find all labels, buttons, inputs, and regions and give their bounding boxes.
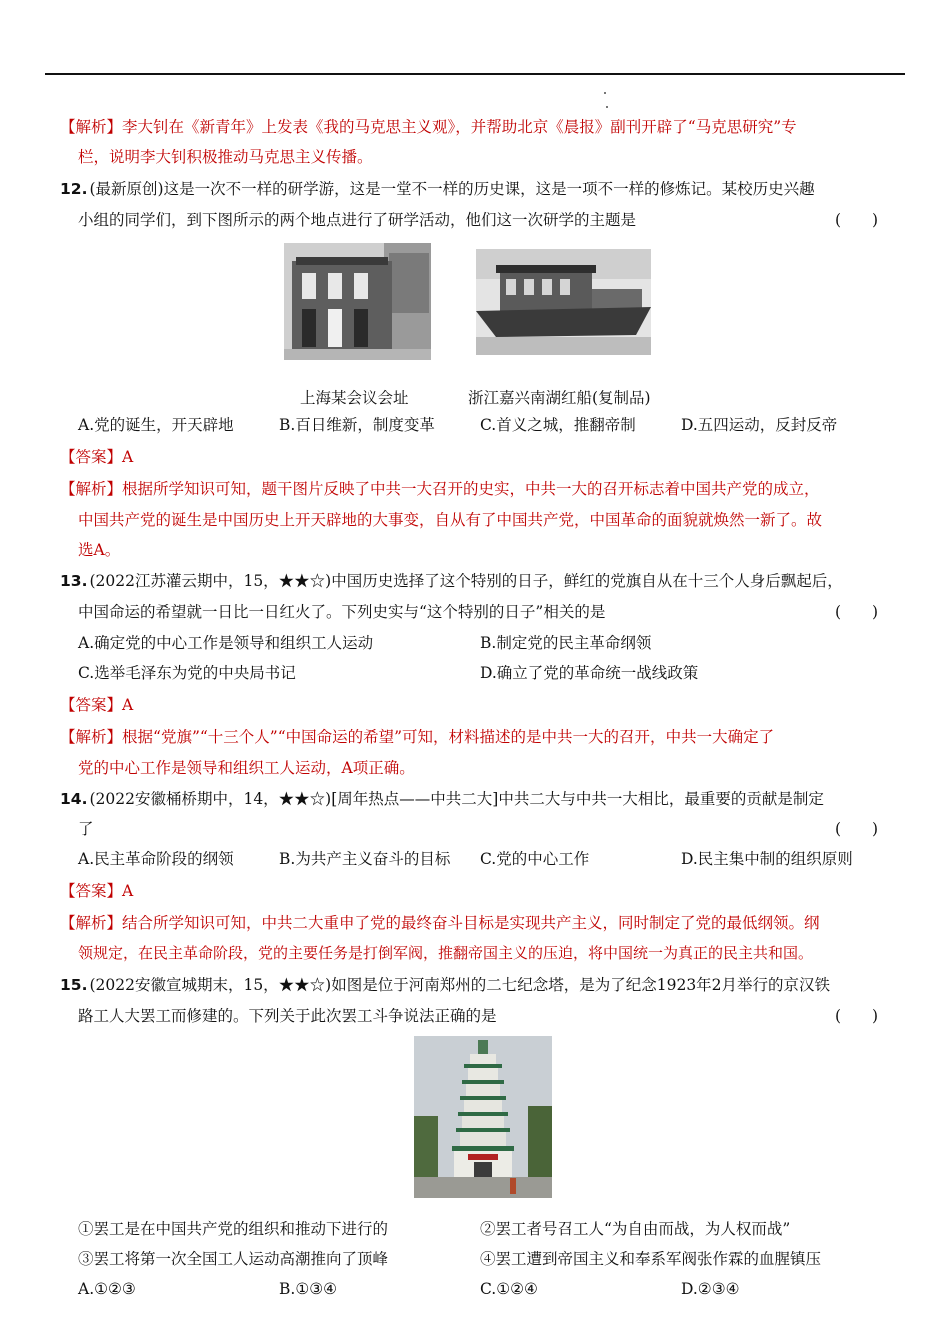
- red-boat-replica-photo: [476, 249, 651, 355]
- q12-answer: 【答案】A: [60, 448, 134, 466]
- q11-analysis-line1: 【解析】李大钊在《新青年》上发表《我的马克思主义观》，并帮助北京《晨报》副刊开辟了“马克思研究”专: [60, 118, 797, 136]
- q14-option-c[interactable]: C.党的中心工作: [480, 850, 590, 868]
- q13-paren: ( ): [835, 603, 879, 621]
- q12-option-c[interactable]: C.首义之城，推翻帝制: [480, 416, 636, 434]
- q15-statement-2: ②罢工者号召工人“为自由而战，为人权而战”: [480, 1220, 791, 1238]
- q12-analysis-line2: 中国共产党的诞生是中国历史上开天辟地的大事变，自从有了中国共产党，中国革命的面貌就焕然一新了。故: [78, 511, 823, 529]
- photo-caption-shanghai: 上海某会议会址: [300, 389, 409, 407]
- q13-analysis-line1: 【解析】根据“党旗”“十三个人”“中国命运的希望”可知，材料描述的是中共一大的召开，中共一大确定了: [60, 728, 775, 746]
- q12-option-a[interactable]: A.党的诞生，开天辟地: [78, 416, 234, 434]
- q14-option-d[interactable]: D.民主集中制的组织原则: [681, 850, 853, 868]
- photo-caption-jiaxing: 浙江嘉兴南湖红船(复制品): [468, 389, 651, 407]
- shanghai-meeting-site-photo: [284, 243, 431, 360]
- q13-option-c[interactable]: C.选举毛泽东为党的中央局书记: [78, 664, 296, 682]
- q13-analysis-line2: 党的中心工作是领导和组织工人运动，A项正确。: [78, 759, 415, 777]
- q12-analysis-line3: 选A。: [78, 541, 121, 559]
- q14-stem-line1: 14. (2022安徽桶桥期中，14，★★☆)[周年热点——中共二大]中共二大与中共一大相比，最重要的贡献是制定: [60, 790, 824, 808]
- q13-stem-line2: 中国命运的希望就一日比一日红火了。下列史实与“这个特别的日子”相关的是: [78, 603, 606, 621]
- q15-option-b[interactable]: B.①③④: [279, 1280, 338, 1298]
- q12-stem-line2: 小组的同学们，到下图所示的两个地点进行了研学活动，他们这一次研学的主题是: [78, 211, 637, 229]
- scan-dot: [606, 106, 608, 108]
- q12-paren: ( ): [835, 211, 879, 229]
- q13-option-a[interactable]: A.确定党的中心工作是领导和组织工人运动: [78, 634, 374, 652]
- q14-analysis-line1: 【解析】结合所学知识可知，中共二大重申了党的最终奋斗目标是实现共产主义，同时制定了党的最低纲领。纲: [60, 914, 820, 932]
- q15-stem-line1: 15. (2022安徽宣城期末，15，★★☆)如图是位于河南郑州的二七纪念塔，是为了纪念1923年2月举行的京汉铁: [60, 976, 831, 994]
- q12-analysis-line1: 【解析】根据所学知识可知，题干图片反映了中共一大召开的史实，中共一大的召开标志着中国共产党的成立，: [60, 480, 820, 498]
- q13-option-d[interactable]: D.确立了党的革命统一战线政策: [480, 664, 699, 682]
- q14-paren: ( ): [835, 820, 879, 838]
- q14-analysis-line2: 领规定，在民主革命阶段，党的主要任务是打倒军阀，推翻帝国主义的压迫，将中国统一为真正的民主共和国。: [78, 944, 814, 962]
- q15-statement-4: ④罢工遭到帝国主义和奉系军阀张作霖的血腥镇压: [480, 1250, 822, 1268]
- q15-option-c[interactable]: C.①②④: [480, 1280, 538, 1298]
- q15-paren: ( ): [835, 1007, 879, 1025]
- q14-answer: 【答案】A: [60, 882, 134, 900]
- scan-dot: [604, 92, 606, 94]
- q14-stem-line2: 了: [78, 820, 94, 838]
- q15-stem-line2: 路工人大罢工而修建的。下列关于此次罢工斗争说法正确的是: [78, 1007, 497, 1025]
- q12-option-d[interactable]: D.五四运动，反封反帝: [681, 416, 838, 434]
- q13-option-b[interactable]: B.制定党的民主革命纲领: [480, 634, 652, 652]
- erqi-memorial-tower-photo: [414, 1036, 552, 1198]
- q15-statement-1: ①罢工是在中国共产党的组织和推动下进行的: [78, 1220, 389, 1238]
- q15-option-d[interactable]: D.②③④: [681, 1280, 740, 1298]
- header-rule: [45, 73, 905, 75]
- q14-option-b[interactable]: B.为共产主义奋斗的目标: [279, 850, 451, 868]
- q15-option-a[interactable]: A.①②③: [78, 1280, 136, 1298]
- q11-analysis-line2: 栏，说明李大钊积极推动马克思主义传播。: [78, 148, 373, 166]
- q14-option-a[interactable]: A.民主革命阶段的纲领: [78, 850, 234, 868]
- q13-answer: 【答案】A: [60, 696, 134, 714]
- q12-option-b[interactable]: B.百日维新，制度变革: [279, 416, 435, 434]
- q15-statement-3: ③罢工将第一次全国工人运动高潮推向了顶峰: [78, 1250, 389, 1268]
- q13-stem-line1: 13. (2022江苏灌云期中，15，★★☆)中国历史选择了这个特别的日子，鲜红的党旗自从在十三个人身后飘起后，: [60, 572, 843, 590]
- q12-stem-line1: 12. (最新原创)这是一次不一样的研学游，这是一堂不一样的历史课，这是一项不一样的修炼记。某校历史兴趣: [60, 180, 815, 198]
